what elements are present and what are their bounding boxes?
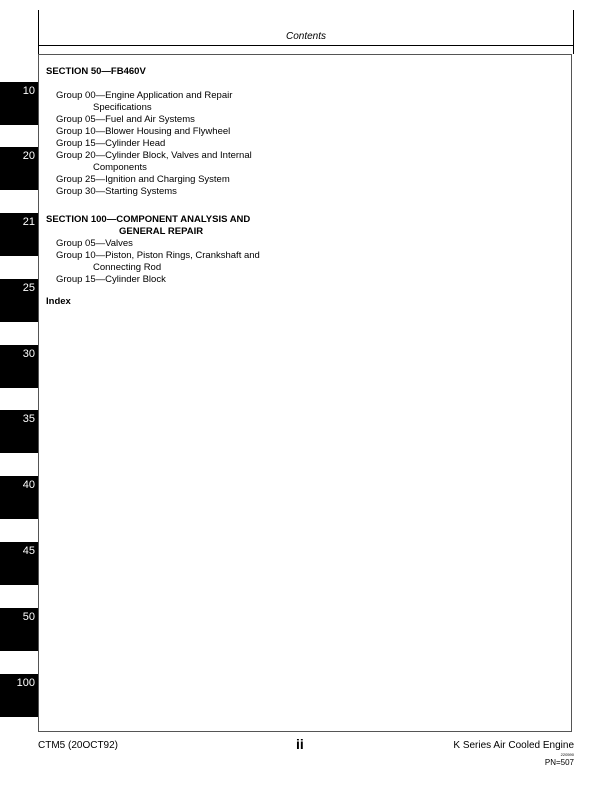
section-100-title-continuation[interactable]: GENERAL REPAIR xyxy=(119,226,204,237)
section-tab-20[interactable]: 20 xyxy=(0,147,38,190)
toc-entry[interactable]: Group 15—Cylinder Block xyxy=(56,274,166,285)
section-50-groups xyxy=(46,90,366,198)
section-tab-100[interactable]: 100 xyxy=(0,674,38,717)
footer-document-code: CTM5 (20OCT92) xyxy=(38,740,119,751)
index-link[interactable]: Index xyxy=(46,296,71,307)
page-header-title: Contents xyxy=(285,31,327,42)
footer-manual-title: K Series Air Cooled Engine xyxy=(453,740,574,751)
footer-pn: PN=507 xyxy=(544,758,574,767)
section-100-title[interactable]: SECTION 100—COMPONENT ANALYSIS AND xyxy=(46,214,251,225)
section-tab-21[interactable]: 21 xyxy=(0,213,38,256)
footer-small-code: 220590 xyxy=(560,752,574,757)
section-100-groups xyxy=(46,238,366,286)
table-of-contents xyxy=(46,66,366,308)
toc-entry[interactable]: Group 15—Cylinder Head xyxy=(56,138,166,149)
section-tab-40[interactable]: 40 xyxy=(0,476,38,519)
toc-entry[interactable]: Group 10—Piston, Piston Rings, Crankshaft and xyxy=(56,250,260,261)
toc-entry-continuation[interactable]: Specifications xyxy=(93,102,152,113)
toc-entry[interactable]: Group 05—Fuel and Air Systems xyxy=(56,114,195,125)
section-tab-25[interactable]: 25 xyxy=(0,279,38,322)
header-rule xyxy=(38,45,574,46)
toc-entry[interactable]: Group 25—Ignition and Charging System xyxy=(56,174,230,185)
toc-entry[interactable]: Group 20—Cylinder Block, Valves and Internal xyxy=(56,150,252,161)
toc-entry[interactable]: Group 30—Starting Systems xyxy=(56,186,177,197)
toc-entry[interactable]: Group 05—Valves xyxy=(56,238,133,249)
toc-entry[interactable]: Group 10—Blower Housing and Flywheel xyxy=(56,126,231,137)
section-50-title[interactable]: SECTION 50—FB460V xyxy=(46,66,146,77)
section-tab-35[interactable]: 35 xyxy=(0,410,38,453)
section-tab-45[interactable]: 45 xyxy=(0,542,38,585)
section-tab-30[interactable]: 30 xyxy=(0,345,38,388)
page-number: ii xyxy=(296,736,304,752)
section-tab-50[interactable]: 50 xyxy=(0,608,38,651)
section-tab-10[interactable]: 10 xyxy=(0,82,38,125)
toc-entry-continuation[interactable]: Connecting Rod xyxy=(93,262,162,273)
toc-entry-continuation[interactable]: Components xyxy=(93,162,147,173)
toc-entry[interactable]: Group 00—Engine Application and Repair xyxy=(56,90,233,101)
